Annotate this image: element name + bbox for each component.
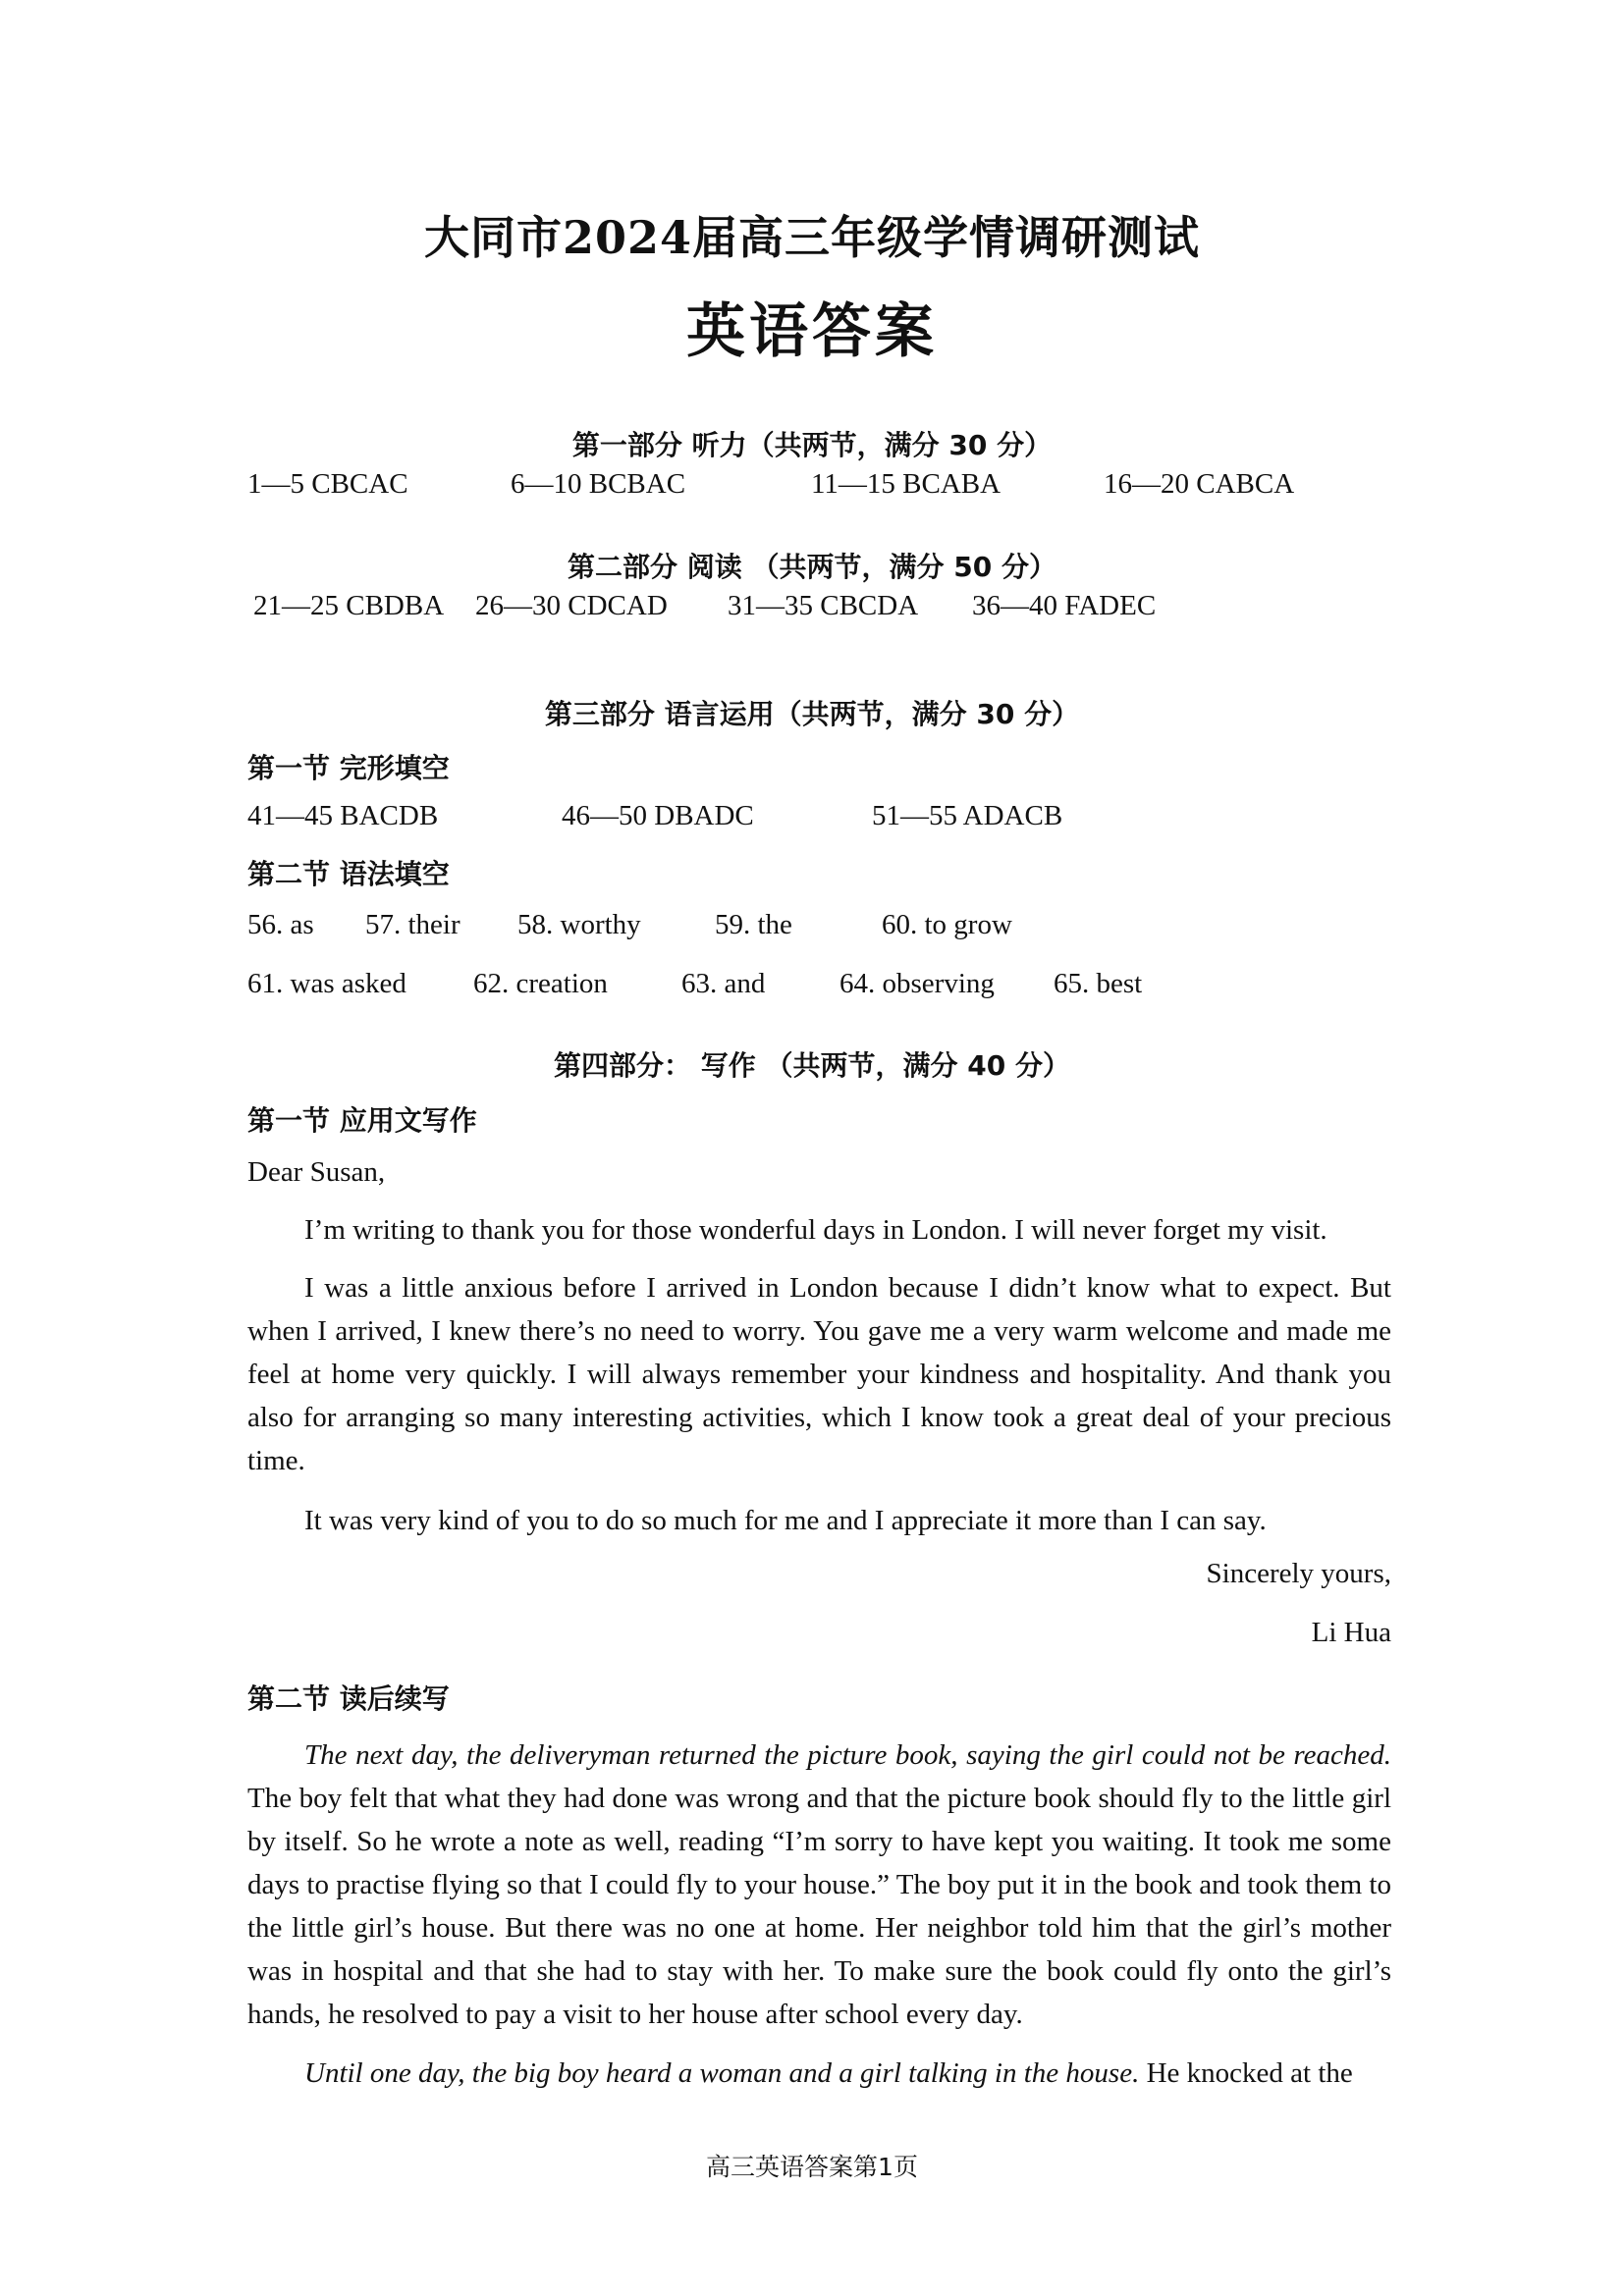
answer-group: 46—50 DBADC — [562, 800, 754, 831]
document-title: 大同市2024届高三年级学情调研测试 — [423, 211, 1201, 264]
continuation-paragraph — [247, 2052, 1391, 2095]
part2-heading: 第二部分 阅读 （共两节，满分 50 分） — [568, 551, 1056, 583]
section-label: 第一节 应用文写作 — [247, 1104, 477, 1137]
grammar-answer: 59. the — [715, 909, 792, 940]
part1-heading: 第一部分 听力（共两节，满分 30 分） — [571, 429, 1053, 461]
grammar-answer: 56. as — [247, 909, 314, 940]
given-opening-sentence: Until one day, the big boy heard a woman and a girl talking in the house. — [304, 2057, 1140, 2089]
answer-group: 16—20 CABCA — [1104, 468, 1295, 500]
grammar-answer: 61. was asked — [247, 968, 406, 999]
letter-closing: Sincerely yours, — [1206, 1558, 1391, 1589]
answer-group: 11—15 BCABA — [811, 468, 1001, 500]
given-opening-sentence: The next day, the deliveryman returned the picture book, saying the girl could not be reached. — [304, 1739, 1391, 1771]
grammar-answer: 64. observing — [839, 968, 995, 999]
grammar-answer: 58. worthy — [517, 909, 641, 940]
grammar-answer: 60. to grow — [882, 909, 1012, 940]
letter-salutation: Dear Susan, — [247, 1156, 386, 1188]
continuation-paragraph — [247, 1734, 1391, 2036]
grammar-answer: 57. their — [365, 909, 460, 940]
section-label: 第一节 完形填空 — [247, 752, 450, 784]
letter-paragraph: I was a little anxious before I arrived in London because I didn’t know what to expect. But when I arrived, I knew there’s no need to worry. You gave me a very warm welcome and made me feel at home very quickly. I will always remember your kindness and hospitality. And thank you also for arranging so many interesting activities, which I know took a great deal of your precious time. — [247, 1272, 1391, 1476]
part3-heading: 第三部分 语言运用（共两节，满分 30 分） — [544, 698, 1080, 730]
answer-group: 31—35 CBCDA — [728, 590, 919, 621]
section-label: 第二节 读后续写 — [247, 1682, 450, 1715]
answer-group: 1—5 CBCAC — [247, 468, 408, 500]
answer-group: 51—55 ADACB — [872, 800, 1063, 831]
answer-group: 36—40 FADEC — [972, 590, 1157, 621]
part4-heading: 第四部分： 写作 （共两节，满分 40 分） — [554, 1049, 1070, 1082]
letter-signature: Li Hua — [1311, 1617, 1391, 1648]
grammar-answer: 65. best — [1054, 968, 1143, 999]
paragraph-text: The boy felt that what they had done was wrong and that the picture book should fly to the little girl by itself. So he wrote a note as well, reading “I’m sorry to have kept you waiting. It took me some days to practise flying so that I could fly to your house.” The boy put it in the book and took them to the little girl’s house. But there was no one at home. Her neighbor told him that the girl’s mother was in hospital and that she had to stay with her. To make sure the book could fly onto the girl’s hands, he resolved to pay a visit to her house after school every day. — [247, 1783, 1391, 2030]
grammar-answer: 63. and — [681, 968, 766, 999]
grammar-answer: 62. creation — [473, 968, 608, 999]
letter-paragraph: It was very kind of you to do so much for me and I appreciate it more than I can say. — [304, 1505, 1267, 1536]
paragraph-text: He knocked at the — [1139, 2057, 1353, 2089]
answer-group: 6—10 BCBAC — [511, 468, 686, 500]
page-footer: 高三英语答案第1页 — [706, 2153, 918, 2181]
answer-group: 26—30 CDCAD — [475, 590, 668, 621]
section-label: 第二节 语法填空 — [247, 858, 450, 890]
answer-group: 41—45 BACDB — [247, 800, 439, 831]
answer-group: 21—25 CBDBA — [253, 590, 445, 621]
letter-paragraph: I’m writing to thank you for those wonderful days in London. I will never forget my visit. — [304, 1214, 1327, 1246]
document-subtitle: 英语答案 — [686, 297, 938, 366]
